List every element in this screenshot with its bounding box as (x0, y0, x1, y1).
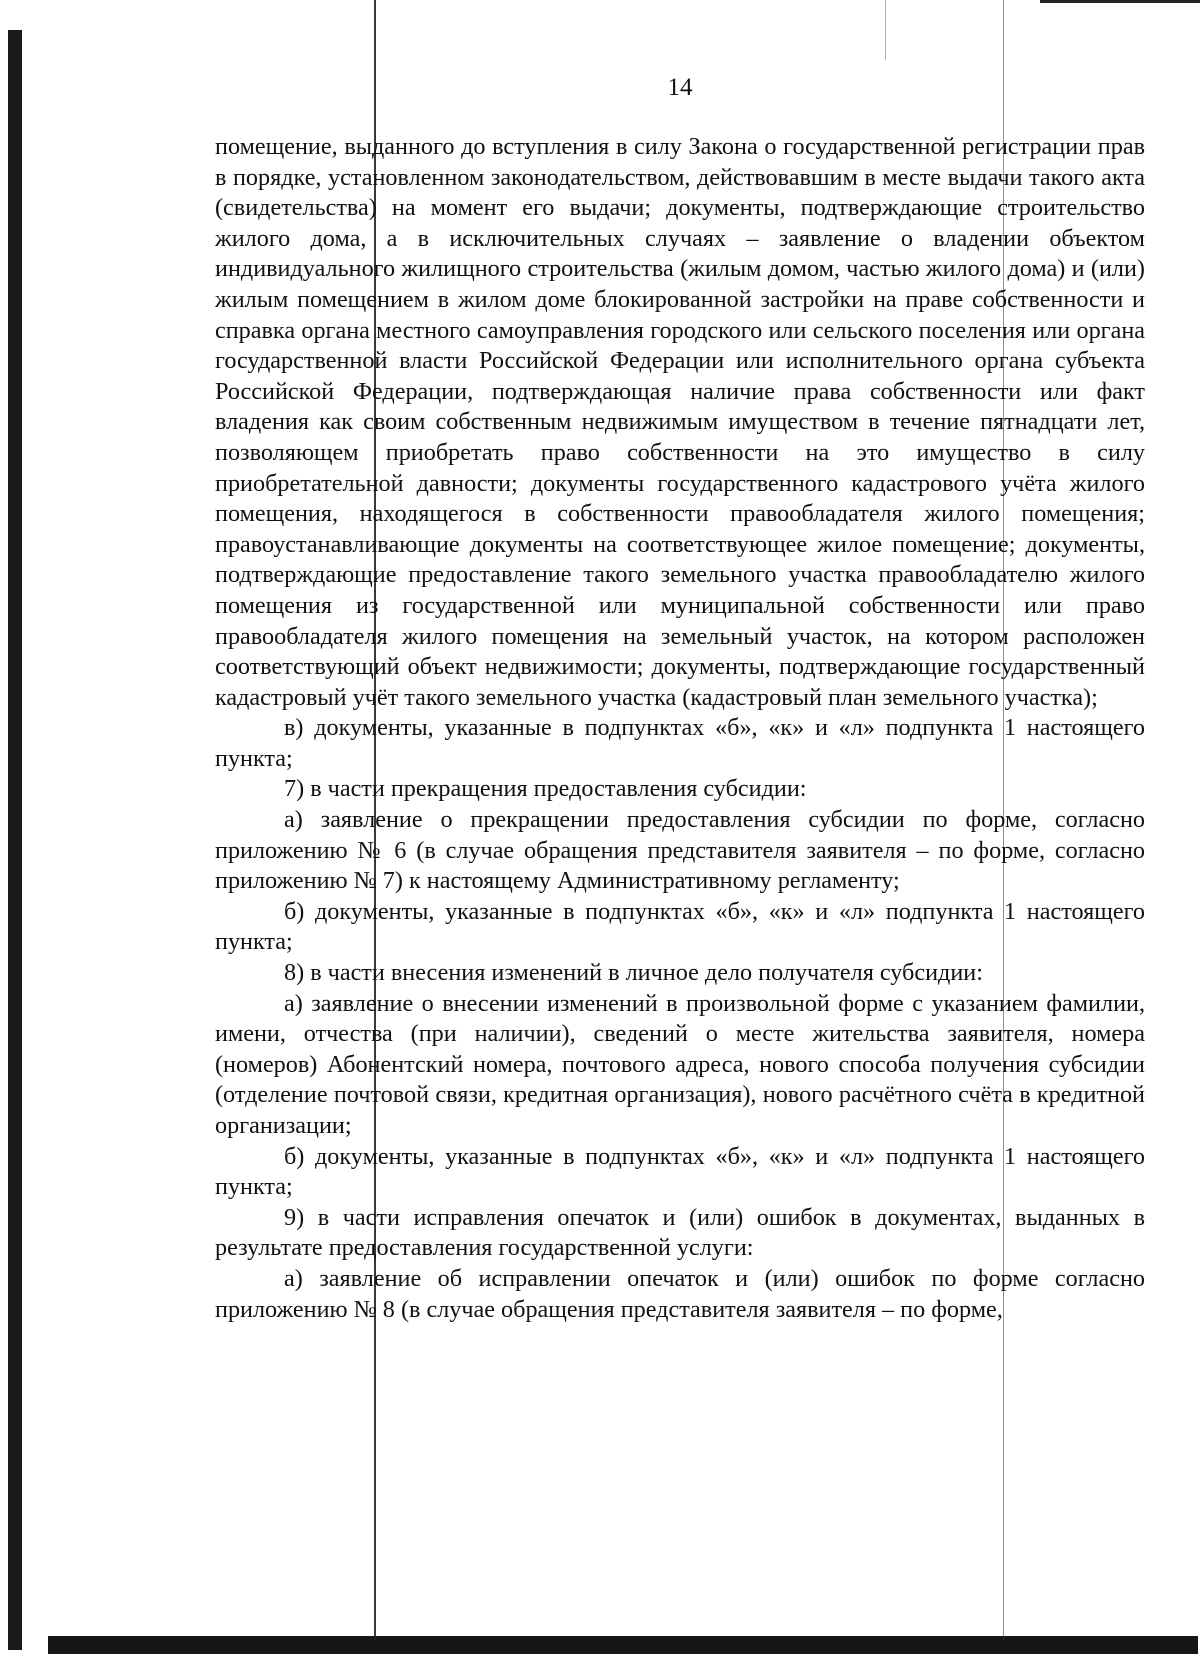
paragraph: помещение, выданного до вступления в силу Закона о государственной регистрации прав в порядке, установленном законодательством, действовавшим в месте выдачи такого акта (свидетельства) на момент его выдачи; документы, подтверждающие строительство жилого дома, а в исключительных случаях – заявление о владении объектом индивидуального жилищного строительства (жилым домом, частью жилого дома) и (или) жилым помещением в жилом доме блокированной застройки на праве собственности и справка органа местного самоуправления городского или сельского поселения или органа государственной власти Российской Федерации или исполнительного органа субъекта Российской Федерации, подтверждающая наличие права собственности или факт владения как своим собственным недвижимым имуществом в течение пятнадцати лет, позволяющем приобретать право собственности на это имущество в силу приобретательной давности; документы государственного кадастрового учёта жилого помещения, находящегося в собственности правообладателя жилого помещения; правоустанавливающие документы на соответствующее жилое помещение; документы, подтверждающие предоставление такого земельного участка правообладателю жилого помещения из государственной или муниципальной собственности или право правообладателя жилого помещения на земельный участок, на котором расположен соответствующий объект недвижимости; документы, подтверждающие государственный кадастровый учёт такого земельного участка (кадастровый план земельного участка); (215, 133, 1145, 711)
page-number: 14 (667, 74, 693, 101)
scan-fold-line (885, 0, 886, 60)
scan-bottom-edge (48, 1636, 1198, 1654)
scan-top-edge (1040, 0, 1200, 3)
paragraph: в) документы, указанные в подпунктах «б», «к» и «л» подпункта 1 настоящего пункта; (215, 714, 1145, 772)
paragraph: а) заявление об исправлении опечаток и (или) ошибок по форме согласно приложению № 8 (в случае обращения представителя заявителя – по форме, (215, 1264, 1145, 1323)
paragraph: 9) в части исправления опечаток и (или) ошибок в документах, выданных в результате предоставления государственной услуги: (215, 1203, 1145, 1262)
paragraph: б) документы, указанные в подпунктах «б», «к» и «л» подпункта 1 настоящего пункта; (215, 1142, 1145, 1201)
document-body (215, 132, 1145, 1325)
scan-left-edge (8, 30, 22, 1650)
paragraph: а) заявление о внесении изменений в произвольной форме с указанием фамилии, имени, отчества (при наличии), сведений о месте жительства заявителя, номера (номеров) Абонентский номера, почтового адреса, нового способа получения субсидии (отделение почтовой связи, кредитная организация), нового расчётного счёта в кредитной организации; (215, 989, 1145, 1139)
paragraph: а) заявление о прекращении предоставления субсидии по форме, согласно приложению № 6 (в случае обращения представителя заявителя – по форме, согласно приложению № 7) к настоящему Административному регламенту; (215, 806, 1145, 895)
paragraph: 8) в части внесения изменений в личное дело получателя субсидии: (284, 959, 983, 987)
paragraph: 7) в части прекращения предоставления субсидии: (284, 775, 807, 803)
paragraph: б) документы, указанные в подпунктах «б», «к» и «л» подпункта 1 настоящего пункта; (215, 897, 1145, 956)
